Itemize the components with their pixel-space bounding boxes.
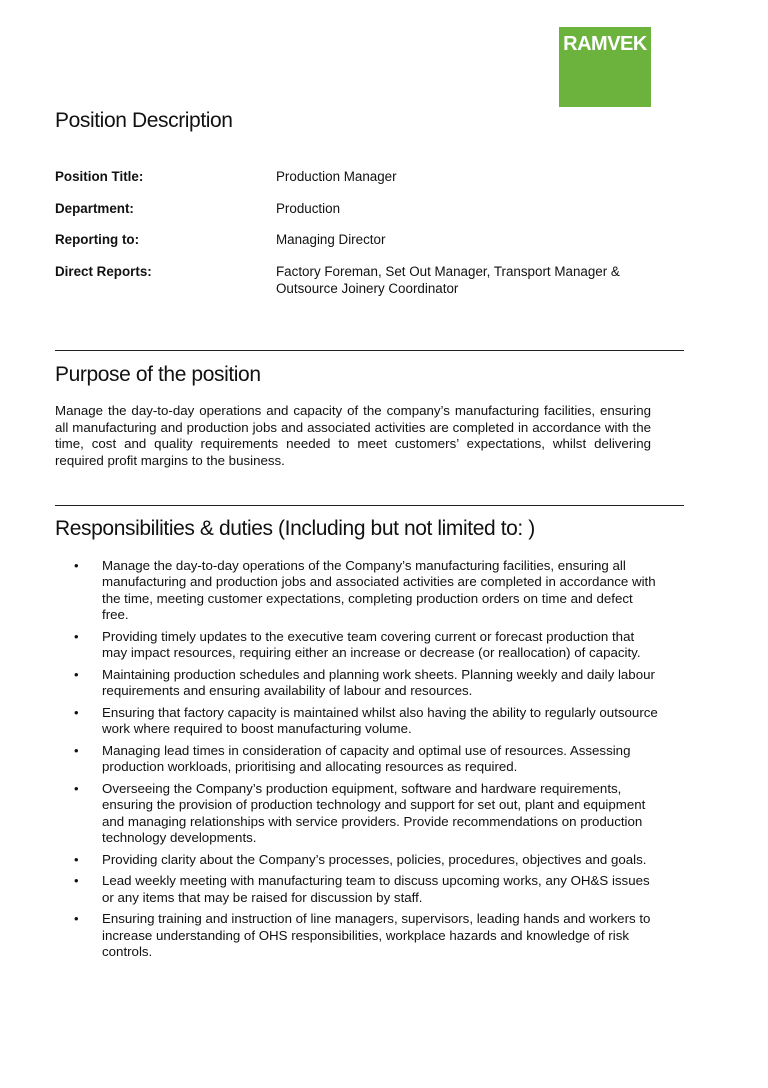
logo-text: RAMVEK: [563, 33, 647, 55]
company-logo: [559, 27, 651, 107]
bullet-icon: •: [74, 911, 79, 927]
purpose-text: Manage the day-to-day operations and capacity of the company’s manufacturing facilities, ensuring all manufacturing and production jobs and associated activities are completed in accordance with the time, cost and quality requirements needed to meet customers’ expectations, whilst delivering required profit margins to the business.: [55, 403, 651, 468]
bullet-icon: •: [74, 780, 79, 796]
duties-list: [69, 558, 659, 966]
list-item: [69, 558, 659, 624]
duty-text: Providing timely updates to the executive team covering current or forecast production that may impact resources, requiring either an increase or decrease (or reallocation) of capacity.: [102, 628, 641, 661]
duty-text: Overseeing the Company’s production equipment, software and hardware requirements, ensuring the provision of production technology and support for set out, plant and equipment and managing relationships with service providers. Provide recommendations on production technology developments.: [102, 780, 646, 846]
info-value: Production: [276, 201, 341, 216]
list-item: [69, 743, 659, 776]
document-title: Position Description: [55, 109, 233, 132]
list-item: [69, 873, 659, 906]
info-label: Position Title:: [55, 169, 144, 184]
list-item: [69, 667, 659, 700]
duty-text: Manage the day-to-day operations of the Company’s manufacturing facilities, ensuring all manufacturing and production jobs and associated activities are completed in accordance with the time, meeting customer expectations, completing production orders on time and defect free.: [102, 558, 656, 623]
duty-text: Maintaining production schedules and planning work sheets. Planning weekly and daily labour requirements and ensuring availability of labour and resources.: [102, 666, 655, 699]
bullet-icon: •: [74, 851, 79, 867]
section-divider: [55, 505, 684, 506]
duty-text: Ensuring training and instruction of line managers, supervisors, leading hands and workers to increase understanding of OHS responsibilities, workplace hazards and knowledge of risk controls.: [102, 911, 651, 960]
bullet-icon: •: [74, 558, 79, 573]
info-label: Direct Reports:: [55, 264, 152, 279]
purpose-heading: Purpose of the position: [55, 363, 261, 386]
section-divider: [55, 350, 684, 351]
duty-text: Providing clarity about the Company’s processes, policies, procedures, objectives and goals.: [102, 851, 647, 867]
list-item: [69, 781, 659, 847]
info-value: Factory Foreman, Set Out Manager, Transport Manager & Outsource Joinery Coordinator: [276, 264, 620, 296]
info-value: Production Manager: [276, 169, 397, 184]
list-item: [69, 911, 659, 960]
list-item: [69, 629, 659, 662]
bullet-icon: •: [74, 873, 79, 889]
bullet-icon: •: [74, 666, 79, 682]
duty-text: Managing lead times in consideration of capacity and optimal use of resources. Assessing production workloads, prioritising and allocating resources as required.: [102, 742, 631, 775]
info-value: Managing Director: [276, 232, 386, 247]
list-item: [69, 705, 659, 738]
bullet-icon: •: [74, 704, 79, 720]
bullet-icon: •: [74, 742, 79, 758]
info-label: Department:: [55, 201, 134, 216]
responsibilities-heading: Responsibilities & duties (Including but not limited to: ): [55, 517, 535, 540]
bullet-icon: •: [74, 628, 79, 644]
info-label: Reporting to:: [55, 232, 140, 247]
duty-text: Ensuring that factory capacity is maintained whilst also having the ability to regularly outsource work where required to boost manufacturing volume.: [102, 704, 658, 737]
duty-text: Lead weekly meeting with manufacturing team to discuss upcoming works, any OH&S issues or any items that may be raised for discussion by staff.: [102, 873, 650, 905]
list-item: [69, 852, 659, 868]
